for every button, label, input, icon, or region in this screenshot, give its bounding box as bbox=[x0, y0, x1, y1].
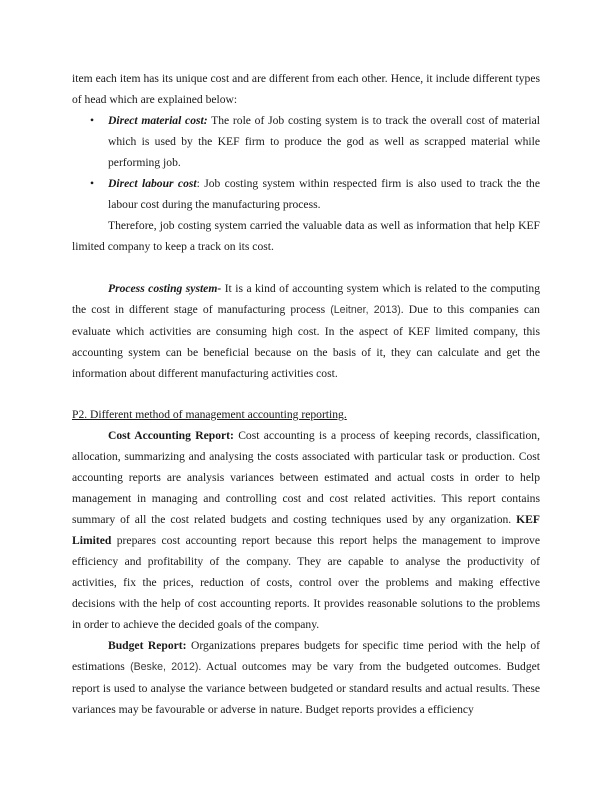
intro-text: item each item has its unique cost and are different from each other. Hence, it include different types of head which are explained below: bbox=[72, 72, 540, 106]
process-costing-term: Process costing system- bbox=[108, 282, 222, 295]
citation-leitner: (Leitner, 2013) bbox=[330, 304, 401, 316]
cost-accounting-term: Cost Accounting Report: bbox=[108, 429, 234, 442]
therefore-paragraph bbox=[72, 215, 540, 257]
section-heading bbox=[72, 404, 540, 425]
list-item-direct-labour bbox=[72, 173, 540, 215]
bullet-icon: • bbox=[90, 114, 95, 127]
process-costing-text-end: . Due to this companies can evaluate which activities are consuming high cost. In the aspect of KEF limited company, this accounting system can be beneficial because on the basis of it, they can calculate and get the information about different manufacturing activities cost. bbox=[72, 303, 540, 380]
paragraph-spacer bbox=[72, 384, 540, 404]
therefore-text: Therefore, job costing system carried the valuable data as well as information that help KEF limited company to keep a track on its cost. bbox=[72, 219, 540, 253]
bullet-term: Direct labour cost bbox=[108, 177, 197, 190]
process-costing-text: It is a kind of accounting system which is related to the computing the cost in different stage of manufacturing process bbox=[72, 282, 541, 316]
citation-beske: (Beske, 2012) bbox=[130, 661, 199, 673]
cost-accounting-paragraph bbox=[72, 425, 540, 635]
cost-accounting-text-end: prepares cost accounting report because this report helps the management to improve efficiency and profitability of the company. They are capable to analyse the productivity of activities, fix the prices, reduction of costs, control over the problems and making effective decisions with the help of cost accounting reports. It provides reasonable solutions to the problems in order to achieve the decided goals of the company. bbox=[72, 534, 540, 631]
budget-report-paragraph bbox=[72, 635, 540, 720]
document-page bbox=[72, 68, 540, 720]
bullet-term: Direct material cost: bbox=[108, 114, 208, 127]
cost-accounting-text: Cost accounting is a process of keeping records, classification, allocation, summarizing and analysing the costs associated with particular task or production. Cost accounting reports are analysis variances between estimated and actual costs in order to help management in managing and controlling cost and cost related activities. This report contains summary of all the cost related budgets and costing techniques used by any organization. bbox=[72, 429, 541, 526]
bullet-text: : Job costing system within respected firm is also used to track the the labour cost during the manufacturing process. bbox=[108, 177, 540, 211]
intro-paragraph bbox=[72, 68, 540, 110]
paragraph-spacer bbox=[72, 257, 540, 278]
cost-head-list bbox=[72, 110, 540, 215]
budget-report-term: Budget Report: bbox=[108, 639, 187, 652]
budget-report-text: Organizations prepares budgets for specific time period with the help of estimations bbox=[72, 639, 540, 673]
list-item-direct-material bbox=[72, 110, 540, 173]
process-costing-paragraph bbox=[72, 278, 540, 384]
section-heading-text: P2. Different method of management accounting reporting. bbox=[72, 408, 347, 421]
bullet-icon: • bbox=[90, 177, 95, 190]
bullet-text: The role of Job costing system is to track the overall cost of material which is used by the KEF firm to produce the god as well as scrapped material while performing job. bbox=[108, 114, 540, 169]
company-name: KEF Limited bbox=[72, 513, 540, 547]
budget-report-text-end: . Actual outcomes may be vary from the budgeted outcomes. Budget report is used to analyse the variance between budgeted or standard results and actual results. These variances may be favourable or adverse in nature. Budget reports provides a efficiency bbox=[72, 660, 540, 716]
